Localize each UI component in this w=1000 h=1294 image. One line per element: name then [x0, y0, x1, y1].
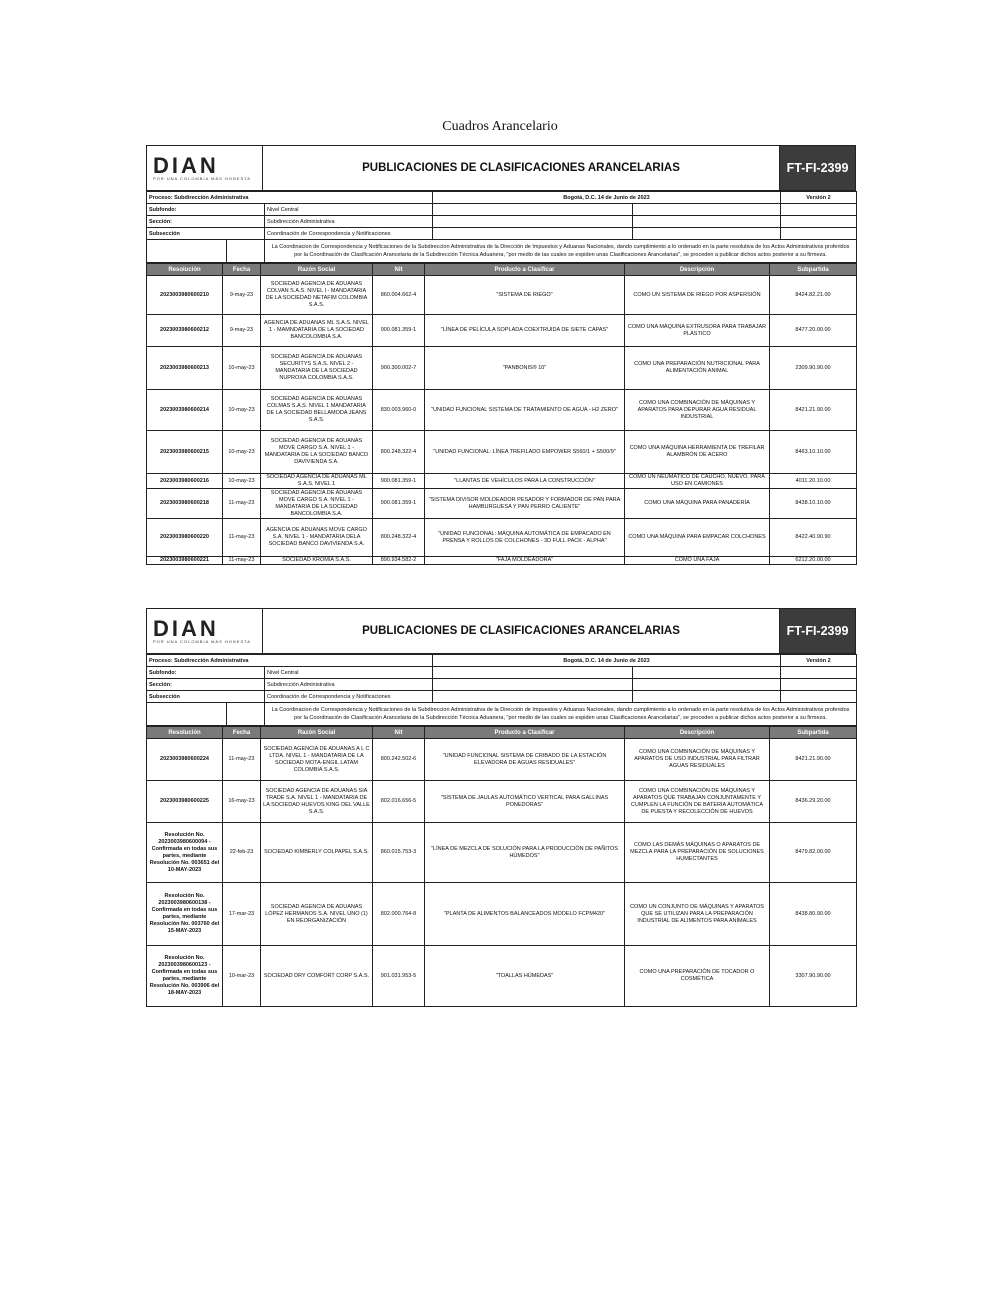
- date-cell: 17-mar-23: [223, 883, 261, 946]
- resolution-cell: Resolución No. 2023003980600123 - Confirmada en todas sus partes, mediante Resolución No. 003906 del 18-MAY-2023: [147, 946, 223, 1007]
- dian-logo: DIAN: [153, 615, 219, 641]
- product-cell: "UNIDAD FUNCIONAL: MÁQUINA AUTOMÁTICA DE EMPACADO EN PRENSA Y ROLLOS DE COLCHONES - 3D FULL PACK - ALPHA": [425, 519, 625, 557]
- table-row: [147, 557, 857, 565]
- table-row: [147, 519, 857, 557]
- meta-table: [146, 191, 857, 263]
- date-cell: 11-may-23: [223, 557, 261, 565]
- resolution-cell: 2023003980600221: [147, 557, 223, 565]
- product-cell: "LÍNEA DE MEZCLA DE SOLUCIÓN PARA LA PRODUCCIÓN DE PAÑITOS HÚMEDOS": [425, 823, 625, 883]
- subheading-cell: 8438.10.10.00: [770, 489, 857, 519]
- nit-cell: 890.934.582-2: [373, 557, 425, 565]
- subheading-cell: 8421.21.90.00: [770, 739, 857, 781]
- table-row: [147, 781, 857, 823]
- resolution-cell: 2023003980600225: [147, 781, 223, 823]
- resolution-cell: Resolución No. 2023003980600138 - Confirmada en todas sus partes, mediante Resolución No. 003760 del 15-MAY-2023: [147, 883, 223, 946]
- publication-block-2: [146, 608, 856, 1007]
- document-title: PUBLICACIONES DE CLASIFICACIONES ARANCELARIAS: [263, 609, 780, 654]
- product-cell: "SISTEMA DE RIEGO": [425, 276, 625, 315]
- table-row: [147, 946, 857, 1007]
- table-row: [147, 883, 857, 946]
- company-cell: SOCIEDAD AGENCIA DE ADUANAS MOVE CARGO S.A. NIVEL 1 - MANDATARIA DE LA SOCIEDAD BANCOLOMBIA S.A.: [261, 489, 373, 519]
- company-cell: AGENCIA DE ADUANAS ML S.A.S. NIVEL 1 - MAMNDATARIA DE LA SOCIEDAD BANCOLOMBIA S.A.: [261, 315, 373, 347]
- subheading-cell: 6212.20.00.00: [770, 557, 857, 565]
- subheading-cell: 8463.10.10.00: [770, 431, 857, 474]
- subheading-cell: 8436.29.20.00: [770, 781, 857, 823]
- date-cell: 10-may-23: [223, 474, 261, 489]
- date-cell: 10-may-23: [223, 390, 261, 431]
- column-header: Resolución: [147, 727, 223, 739]
- column-header: Subpartida: [770, 264, 857, 276]
- place-date: Bogotá, D.C. 14 de Junio de 2023: [433, 192, 781, 204]
- column-header: Nit: [373, 264, 425, 276]
- company-cell: SOCIEDAD AGENCIA DE ADUANAS SECURITYS S.A.S. NIVEL 2 - MANDATARIA DE LA SOCIEDAD NUPROXA COLOMBIA S.A.S.: [261, 347, 373, 390]
- seccion-value: Subdirección Administrativa: [265, 679, 433, 691]
- date-cell: 10-mar-23: [223, 946, 261, 1007]
- subheading-cell: 3307.90.90.00: [770, 946, 857, 1007]
- description-cell: COMO UNA MÁQUINA EXTRUSORA PARA TRABAJAR PLÁSTICO: [625, 315, 770, 347]
- subseccion-label: Subsección: [147, 691, 265, 703]
- column-header: Fecha: [223, 264, 261, 276]
- subfondo-value: Nivel Central: [265, 667, 433, 679]
- seccion-value: Subdirección Administrativa: [265, 216, 433, 228]
- table-row: [147, 739, 857, 781]
- nit-cell: 800.242.502-6: [373, 739, 425, 781]
- subheading-cell: 2309.90.90.00: [770, 347, 857, 390]
- nit-cell: 860.004.662-4: [373, 276, 425, 315]
- resolution-cell: 2023003980600214: [147, 390, 223, 431]
- company-cell: SOCIEDAD AGENCIA DE ADUANAS ML S.A.S. NIVEL 1: [261, 474, 373, 489]
- description-cell: COMO UNA MÁQUINA HERRAMIENTA DE TREFILAR ALAMBRÓN DE ACERO: [625, 431, 770, 474]
- nit-cell: 901.031.953-5: [373, 946, 425, 1007]
- company-cell: AGENCIA DE ADUANAS MOVE CARGO S.A. NIVEL 1 - MANDATARIA DELA SOCIEDAD BANCO DAVIVIENDA S.A.: [261, 519, 373, 557]
- subheading-cell: 8477.20.00.00: [770, 315, 857, 347]
- subseccion-value: Coordinación de Correspondencia y Notificaciones: [265, 228, 433, 240]
- nit-cell: 900.081.359-1: [373, 474, 425, 489]
- resolution-cell: 2023003980600220: [147, 519, 223, 557]
- subheading-cell: 8438.80.90.00: [770, 883, 857, 946]
- column-header: Producto a Clasificar: [425, 727, 625, 739]
- subheading-cell: 8424.82.21.00: [770, 276, 857, 315]
- seccion-label: Sección:: [147, 679, 265, 691]
- page-title: Cuadros Arancelario: [442, 119, 558, 134]
- resolution-cell: 2023003980600224: [147, 739, 223, 781]
- description-cell: COMO UNA COMBINACIÓN DE MÁQUINAS Y APARATOS PARA DEPURAR AGUA RESIDUAL INDUSTRIAL: [625, 390, 770, 431]
- column-header: Nit: [373, 727, 425, 739]
- subheading-cell: 4011.20.10.00: [770, 474, 857, 489]
- publication-block-1: [146, 145, 856, 565]
- column-header: Producto a Clasificar: [425, 264, 625, 276]
- table-row: [147, 489, 857, 519]
- description-cell: COMO UNA PREPARACIÓN DE TOCADOR O COSMÉTICA: [625, 946, 770, 1007]
- company-cell: SOCIEDAD KROMIA S.A.S.: [261, 557, 373, 565]
- dian-logo: DIAN: [153, 152, 219, 178]
- product-cell: "UNIDAD FUNCIONAL SISTEMA DE CRIBADO DE LA ESTACIÓN ELEVADORA DE AGUAS RESIDUALES": [425, 739, 625, 781]
- description-cell: COMO UN SISTEMA DE RIEGO POR ASPERSIÓN: [625, 276, 770, 315]
- nit-cell: 800.248.322-4: [373, 431, 425, 474]
- description-cell: COMO UNA COMBINACIÓN DE MÁQUINAS Y APARATOS DE USO INDUSTRIAL PARA FILTRAR AGUAS RESIDUALES: [625, 739, 770, 781]
- nit-cell: 900.081.359-1: [373, 489, 425, 519]
- date-cell: 10-may-23: [223, 431, 261, 474]
- nit-cell: 802.016.656-5: [373, 781, 425, 823]
- company-cell: SOCIEDAD KIMBERLY COLPAPEL S.A.S.: [261, 823, 373, 883]
- date-cell: 11-may-23: [223, 519, 261, 557]
- logo-tagline: POR UNA COLOMBIA MÁS HONESTA: [153, 175, 251, 181]
- resolution-cell: Resolución No. 2023003980600094 - Confirmada en todas sus partes, mediante Resolución No. 003651 del 10-MAY-2023: [147, 823, 223, 883]
- place-date: Bogotá, D.C. 14 de Junio de 2023: [433, 655, 781, 667]
- version-label: Versión 2: [781, 192, 857, 204]
- column-header: Subpartida: [770, 727, 857, 739]
- subseccion-label: Subsección: [147, 228, 265, 240]
- company-cell: SOCIEDAD AGENCIA DE ADUANAS COLMAS S.A.S. NIVEL 1 MANDATARIA DE LA SOCIEDAD BELLAMODA JEANS S.A.S.: [261, 390, 373, 431]
- product-cell: "UNIDAD FUNCIONAL: LÍNEA TREFILADO EMPOWER S560/1 + S500/9": [425, 431, 625, 474]
- description-cell: COMO UNA FAJA: [625, 557, 770, 565]
- subheading-cell: 8422.40.90.90: [770, 519, 857, 557]
- publication-note: La Coordinacion de Correspondencia y Notificaciones de la Subdireccion Administrativa de la Dirección de Impuestos y Aduanas Nacionales, dando cumplimiento a lo ordenado en la parte resolutiva de los Actos Administrativos proferidos por la Coordinación de Clasificación Arancelaria de la Subdirección Técnica Aduanera, "por medio de las cuales se expiden unas Clasificaciones Arancelarias", se proceden a publicar dichos actos posterior a su firmeza.: [265, 240, 857, 263]
- resolution-cell: 2023003980600210: [147, 276, 223, 315]
- version-label: Versión 2: [781, 655, 857, 667]
- table-row: [147, 390, 857, 431]
- proceso-label: Proceso: Subdirección Administrativa: [147, 192, 433, 204]
- nit-cell: 830.003.960-0: [373, 390, 425, 431]
- column-header: Razón Social: [261, 727, 373, 739]
- form-code: FT-FI-2399: [780, 146, 856, 191]
- proceso-label: Proceso: Subdirección Administrativa: [147, 655, 433, 667]
- subseccion-value: Coordinación de Correspondencia y Notificaciones: [265, 691, 433, 703]
- column-header: Razón Social: [261, 264, 373, 276]
- nit-cell: 800.248.322-4: [373, 519, 425, 557]
- company-cell: SOCIEDAD DRY COMFORT CORP S.A.S.: [261, 946, 373, 1007]
- table-row: [147, 431, 857, 474]
- column-header: Fecha: [223, 727, 261, 739]
- table-row: [147, 823, 857, 883]
- form-code: FT-FI-2399: [780, 609, 856, 654]
- header-table: [146, 608, 856, 654]
- subfondo-label: Subfondo:: [147, 204, 265, 216]
- column-header: Descripción: [625, 264, 770, 276]
- resolution-cell: 2023003980600216: [147, 474, 223, 489]
- column-header: Descripción: [625, 727, 770, 739]
- product-cell: "UNIDAD FUNCIONAL SISTEMA DE TRATAMIENTO DE AGUA - H2 ZERO": [425, 390, 625, 431]
- nit-cell: 802.000.764-8: [373, 883, 425, 946]
- date-cell: 11-may-23: [223, 489, 261, 519]
- classification-table: [146, 726, 857, 1007]
- document-title: PUBLICACIONES DE CLASIFICACIONES ARANCELARIAS: [263, 146, 780, 191]
- nit-cell: 900.081.359-1: [373, 315, 425, 347]
- header-table: [146, 145, 856, 191]
- publication-note: La Coordinacion de Correspondencia y Notificaciones de la Subdireccion Administrativa de la Dirección de Impuestos y Aduanas Nacionales, dando cumplimiento a lo ordenado en la parte resolutiva de los Actos Administrativos proferidos por la Coordinación de Clasificación Arancelaria de la Subdirección Técnica Aduanera, "por medio de las cuales se expiden unas Clasificaciones Arancelarias", se proceden a publicar dichos actos posterior a su firmeza.: [265, 703, 857, 726]
- nit-cell: 900.300.002-7: [373, 347, 425, 390]
- date-cell: 9-may-23: [223, 315, 261, 347]
- nit-cell: 860.015.753-3: [373, 823, 425, 883]
- resolution-cell: 2023003980600215: [147, 431, 223, 474]
- logo-cell: [147, 146, 263, 191]
- description-cell: COMO UNA PREPARACIÓN NUTRICIONAL PARA ALIMENTACIÓN ANIMAL: [625, 347, 770, 390]
- date-cell: 10-may-23: [223, 347, 261, 390]
- company-cell: SOCIEDAD AGENCIA DE ADUANAS LÓPEZ HERMANOS S.A. NIVEL UNO (1) EN REORGANIZACIÓN: [261, 883, 373, 946]
- resolution-cell: 2023003980600213: [147, 347, 223, 390]
- description-cell: COMO UNA COMBINACIÓN DE MÁQUINAS Y APARATOS QUE TRABAJAN CONJUNTAMENTE Y CUMPLEN LA FUNCIÓN DE BATERÍA AUTOMÁTICA DE PUESTA Y RECOLECCIÓN DE HUEVOS: [625, 781, 770, 823]
- product-cell: "LÍNEA DE PELÍCULA SOPLADA COEXTRUIDA DE SIETE CAPAS": [425, 315, 625, 347]
- date-cell: 9-may-23: [223, 276, 261, 315]
- subheading-cell: 8479.82.00.00: [770, 823, 857, 883]
- subfondo-value: Nivel Central: [265, 204, 433, 216]
- date-cell: 11-may-23: [223, 739, 261, 781]
- product-cell: "SISTEMA DE JAULAS AUTOMÁTICO VERTICAL PARA GALLINAS PONEDORAS": [425, 781, 625, 823]
- table-row: [147, 276, 857, 315]
- date-cell: 22-feb-23: [223, 823, 261, 883]
- table-row: [147, 315, 857, 347]
- logo-tagline: POR UNA COLOMBIA MÁS HONESTA: [153, 638, 251, 644]
- description-cell: COMO UNA MÁQUINA PARA EMPACAR COLCHONES: [625, 519, 770, 557]
- product-cell: "LLANTAS DE VEHÍCULOS PARA LA CONSTRUCCIÓN": [425, 474, 625, 489]
- resolution-cell: 2023003980600212: [147, 315, 223, 347]
- logo-cell: [147, 609, 263, 654]
- description-cell: COMO UN CONJUNTO DE MÁQUINAS Y APARATOS QUE SE UTILIZAN PARA LA PREPARACIÓN INDUSTRIAL DE ALIMENTOS PARA ANIMALES: [625, 883, 770, 946]
- company-cell: SOCIEDAD AGENCIA DE ADUANAS MOVE CARGO S.A. NIVEL 1 - MANDATARIA DE LA SOCIEDAD BANCO DAVIVIENDA S.A.: [261, 431, 373, 474]
- description-cell: COMO UNA MÁQUINA PARA PANADERÍA: [625, 489, 770, 519]
- description-cell: COMO LAS DEMÁS MÁQUINAS O APARATOS DE MEZCLA PARA LA PREPARACIÓN DE SOLUCIONES HUMECTANTES: [625, 823, 770, 883]
- product-cell: "SISTEMA DIVISOR MOLDEADOR PESADOR Y FORMADOR DE PAN PARA HAMBURGUESA Y PAN PERRO CALIENTE": [425, 489, 625, 519]
- subfondo-label: Subfondo:: [147, 667, 265, 679]
- company-cell: SOCIEDAD AGENCIA DE ADUANAS COLVAN S.A.S. NIVEL I - MANDATARIA DE LA SOCIEDAD NETAFIM COLOMBIA S.A.S.: [261, 276, 373, 315]
- resolution-cell: 2023003980600218: [147, 489, 223, 519]
- date-cell: 16-may-23: [223, 781, 261, 823]
- classification-table: [146, 263, 857, 565]
- company-cell: SOCIEDAD AGENCIA DE ADUANAS A L C LTDA. NIVEL 1 - MANDATARIA DE LA SOCIEDAD MOTA-ENGIL LATAM COLOMBIA S.A.S.: [261, 739, 373, 781]
- product-cell: "TOALLAS HÚMEDAS": [425, 946, 625, 1007]
- column-header: Resolución: [147, 264, 223, 276]
- product-cell: "FAJA MOLDEADORA": [425, 557, 625, 565]
- description-cell: COMO UN NEUMÁTICO DE CAUCHO, NUEVO, PARA USO EN CAMIONES: [625, 474, 770, 489]
- product-cell: "PANBONIS® 10": [425, 347, 625, 390]
- seccion-label: Sección:: [147, 216, 265, 228]
- table-row: [147, 347, 857, 390]
- meta-table: [146, 654, 857, 726]
- table-row: [147, 474, 857, 489]
- company-cell: SOCIEDAD AGENCIA DE ADUANAS SIA TRADE S.A. NIVEL 1 - MANDATARIA DE LA SOCIEDAD HUEVOS KING DEL VALLE S.A.S.: [261, 781, 373, 823]
- product-cell: "PLANTA DE ALIMENTOS BALANCEADOS MODELO FCPM420": [425, 883, 625, 946]
- subheading-cell: 8421.21.90.00: [770, 390, 857, 431]
